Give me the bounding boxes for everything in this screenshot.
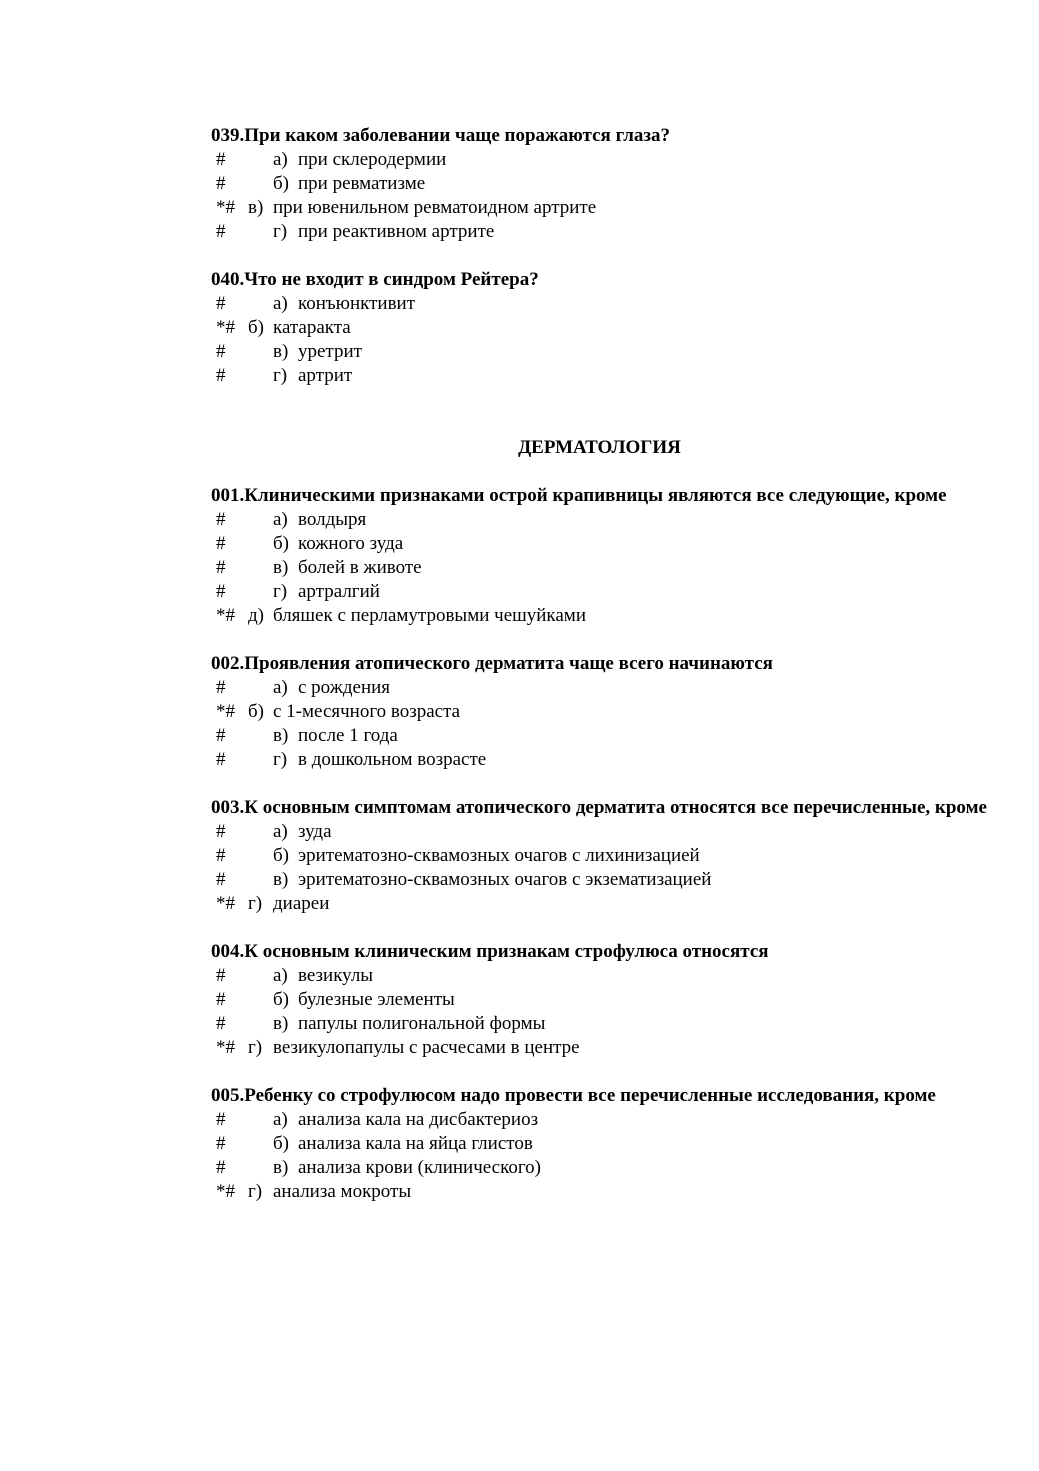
answer-option	[0, 748, 1039, 772]
answer-option	[0, 220, 1039, 244]
answer-option	[0, 364, 1039, 388]
question-number: 001.	[211, 485, 245, 506]
option-mark: #	[216, 221, 226, 242]
option-letter: б)	[248, 317, 264, 338]
option-mark: #	[216, 533, 226, 554]
option-text: диареи	[273, 893, 330, 914]
answer-option	[0, 148, 1039, 172]
question-number: 004.	[211, 941, 245, 962]
option-letter: в)	[248, 197, 264, 218]
answer-option-correct	[0, 1036, 1039, 1060]
option-mark: #	[216, 1013, 226, 1034]
option-text: эритематозно-сквамозных очагов с лихинизацией	[298, 845, 700, 866]
answer-option	[0, 1012, 1039, 1036]
question-text: Клиническими признаками острой крапивницы являются все следующие, кроме	[244, 485, 947, 506]
answer-option	[0, 964, 1039, 988]
answer-option	[0, 292, 1039, 316]
option-text: анализа крови (клинического)	[298, 1157, 542, 1178]
option-mark: #	[216, 1157, 226, 1178]
question-block	[0, 484, 1039, 628]
option-mark: #	[216, 557, 226, 578]
option-text: папулы полигональной формы	[298, 1013, 546, 1034]
option-letter: г)	[273, 365, 288, 386]
option-text: при ревматизме	[298, 173, 426, 194]
document-page	[0, 124, 1039, 1204]
option-text: волдыря	[298, 509, 367, 530]
option-mark: #	[216, 341, 226, 362]
option-letter: в)	[273, 341, 289, 362]
answer-option	[0, 532, 1039, 556]
question-title	[150, 124, 990, 148]
option-letter: г)	[248, 893, 263, 914]
answer-option	[0, 676, 1039, 700]
answer-option-correct	[0, 196, 1039, 220]
option-text: кожного зуда	[298, 533, 404, 554]
option-text: с 1-месячного возраста	[273, 701, 461, 722]
answer-option	[0, 820, 1039, 844]
option-text: при склеродермии	[298, 149, 447, 170]
option-mark: #	[216, 1109, 226, 1130]
answer-option-correct	[0, 892, 1039, 916]
option-letter: а)	[273, 677, 288, 698]
question-title	[150, 940, 990, 964]
option-mark: #	[216, 293, 226, 314]
question-block	[0, 940, 1039, 1060]
option-text: булезные элементы	[298, 989, 455, 1010]
question-title	[150, 268, 990, 292]
question-title	[150, 652, 990, 676]
option-letter: б)	[273, 989, 289, 1010]
option-letter: а)	[273, 1109, 288, 1130]
question-block	[0, 124, 1039, 244]
question-block	[0, 268, 1039, 388]
option-letter: д)	[248, 605, 264, 626]
answer-option	[0, 1156, 1039, 1180]
option-mark: #	[216, 869, 226, 890]
option-letter: б)	[248, 701, 264, 722]
answer-option	[0, 724, 1039, 748]
option-mark: *#	[216, 1181, 235, 1202]
question-number: 039.	[211, 125, 245, 146]
option-mark: #	[216, 1133, 226, 1154]
question-number: 005.	[211, 1085, 245, 1106]
option-text: после 1 года	[298, 725, 398, 746]
option-mark: #	[216, 149, 226, 170]
answer-option	[0, 556, 1039, 580]
option-mark: *#	[216, 197, 235, 218]
option-text: в дошкольном возрасте	[298, 749, 487, 770]
answer-option	[0, 868, 1039, 892]
option-letter: г)	[273, 581, 288, 602]
option-text: бляшек с перламутровыми чешуйками	[273, 605, 586, 626]
option-mark: *#	[216, 893, 235, 914]
option-text: при реактивном артрите	[298, 221, 495, 242]
option-text: везикулопапулы с расчесами в центре	[273, 1037, 580, 1058]
option-letter: а)	[273, 293, 288, 314]
option-mark: #	[216, 581, 226, 602]
option-mark: #	[216, 365, 226, 386]
option-mark: #	[216, 725, 226, 746]
option-letter: а)	[273, 821, 288, 842]
option-text: артрит	[298, 365, 353, 386]
option-text: с рождения	[298, 677, 391, 698]
section-heading: ДЕРМАТОЛОГИЯ	[518, 437, 681, 458]
option-text: анализа мокроты	[273, 1181, 412, 1202]
option-letter: б)	[273, 533, 289, 554]
question-title	[150, 484, 990, 508]
question-block	[0, 652, 1039, 772]
option-letter: в)	[273, 1157, 289, 1178]
question-text: К основным симптомам атопического дерматита относятся все перечисленные, кроме	[244, 797, 987, 818]
answer-option	[0, 1132, 1039, 1156]
option-mark: *#	[216, 701, 235, 722]
option-letter: в)	[273, 1013, 289, 1034]
option-text: артралгий	[298, 581, 380, 602]
option-mark: *#	[216, 605, 235, 626]
option-mark: #	[216, 965, 226, 986]
option-mark: #	[216, 989, 226, 1010]
question-number: 002.	[211, 653, 245, 674]
question-text: Проявления атопического дерматита чаще всего начинаются	[244, 653, 773, 674]
option-letter: в)	[273, 869, 289, 890]
question-number: 003.	[211, 797, 245, 818]
option-letter: а)	[273, 509, 288, 530]
option-mark: #	[216, 677, 226, 698]
option-mark: #	[216, 749, 226, 770]
option-letter: б)	[273, 845, 289, 866]
option-text: катаракта	[273, 317, 351, 338]
option-mark: *#	[216, 1037, 235, 1058]
option-letter: г)	[248, 1181, 263, 1202]
answer-option-correct	[0, 1180, 1039, 1204]
option-letter: а)	[273, 965, 288, 986]
option-text: при ювенильном ревматоидном артрите	[273, 197, 597, 218]
option-letter: г)	[273, 749, 288, 770]
answer-option	[0, 1108, 1039, 1132]
option-text: анализа кала на яйца глистов	[298, 1133, 533, 1154]
option-text: болей в животе	[298, 557, 422, 578]
option-letter: в)	[273, 725, 289, 746]
option-text: зуда	[298, 821, 332, 842]
question-text: К основным клиническим признакам строфулюса относятся	[244, 941, 769, 962]
option-text: анализа кала на дисбактериоз	[298, 1109, 539, 1130]
option-letter: в)	[273, 557, 289, 578]
option-letter: б)	[273, 1133, 289, 1154]
answer-option	[0, 508, 1039, 532]
question-text: Что не входит в синдром Рейтера?	[244, 269, 539, 290]
question-text: Ребенку со строфулюсом надо провести все перечисленные исследования, кроме	[244, 1085, 936, 1106]
answer-option	[0, 340, 1039, 364]
answer-option-correct	[0, 316, 1039, 340]
question-block	[0, 1084, 1039, 1204]
option-text: везикулы	[298, 965, 374, 986]
option-mark: #	[216, 173, 226, 194]
option-text: уретрит	[298, 341, 362, 362]
answer-option-correct	[0, 700, 1039, 724]
option-mark: #	[216, 845, 226, 866]
question-number: 040.	[211, 269, 245, 290]
answer-option	[0, 172, 1039, 196]
option-letter: г)	[273, 221, 288, 242]
option-letter: г)	[248, 1037, 263, 1058]
option-text: конъюнктивит	[298, 293, 416, 314]
question-title	[150, 796, 990, 820]
question-block	[0, 796, 1039, 916]
answer-option-correct	[0, 604, 1039, 628]
option-mark: *#	[216, 317, 235, 338]
option-text: эритематозно-сквамозных очагов с экзематизацией	[298, 869, 712, 890]
answer-option	[0, 844, 1039, 868]
question-text: При каком заболевании чаще поражаются глаза?	[244, 125, 671, 146]
option-letter: а)	[273, 149, 288, 170]
answer-option	[0, 580, 1039, 604]
question-title	[150, 1084, 990, 1108]
option-mark: #	[216, 509, 226, 530]
option-mark: #	[216, 821, 226, 842]
option-letter: б)	[273, 173, 289, 194]
answer-option	[0, 988, 1039, 1012]
